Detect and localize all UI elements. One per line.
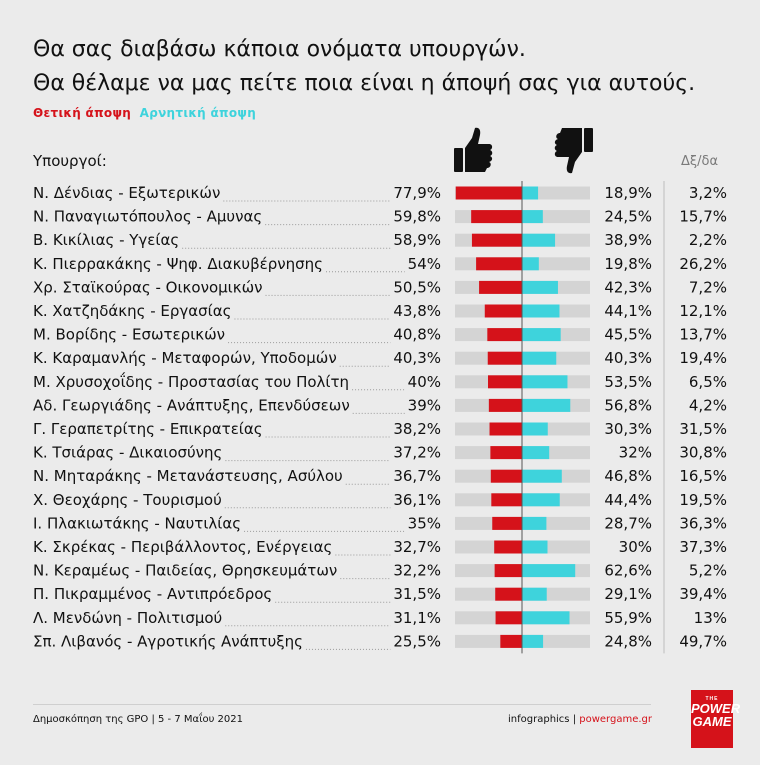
positive-value-label: 36,1%	[393, 490, 441, 509]
positive-value-label: 40,8%	[393, 325, 441, 344]
row-ministry: Ναυτιλίας	[164, 514, 242, 533]
row-ministry: Εργασίας	[160, 302, 232, 320]
dk-value-label: 26,2%	[679, 254, 727, 273]
row-ministry: Ψηφ. Διακυβέρνησης	[166, 254, 323, 273]
row-label	[33, 208, 262, 226]
row-name: Αδ. Γεωργιάδης -	[33, 396, 167, 415]
row-name: Σπ. Λιβανός -	[33, 632, 138, 651]
positive-bar	[491, 470, 522, 483]
powergame-logo	[691, 690, 741, 748]
negative-bar	[522, 234, 555, 247]
row-label	[33, 184, 220, 202]
positive-value-label: 32,7%	[393, 538, 441, 556]
dk-value-label: 30,8%	[679, 443, 727, 462]
row-ministry: Αντιπρόεδρος	[166, 585, 273, 604]
row-ministry: Μεταφορών, Υποδομών	[161, 349, 337, 368]
negative-bar	[522, 423, 548, 436]
negative-value-label: 53,5%	[604, 372, 652, 391]
row-ministry: Εσωτερικών	[131, 325, 226, 344]
row-name: Κ. Τσιάρας -	[33, 443, 130, 462]
positive-bar	[472, 234, 522, 247]
footer-credit-prefix: infographics |	[508, 714, 580, 725]
row-ministry: Αγροτικής Ανάπτυξης	[137, 632, 303, 651]
dk-value-label: 16,5%	[679, 467, 727, 486]
negative-value-label: 28,7%	[604, 514, 652, 533]
negative-bar	[522, 541, 548, 554]
negative-value-label: 44,4%	[604, 490, 652, 509]
negative-value-label: 32%	[618, 443, 652, 462]
chart-title-line-1: Θα σας διαβάσω κάποια ονόματα υπουργών.	[33, 37, 526, 62]
positive-value-label: 43,8%	[393, 302, 441, 320]
dk-value-label: 13%	[693, 608, 727, 627]
positive-value-label: 40,3%	[393, 349, 441, 368]
negative-value-label: 42,3%	[604, 278, 652, 297]
negative-bar	[522, 187, 538, 200]
row-ministry: Πολιτισμού	[136, 608, 223, 627]
negative-bar	[522, 564, 575, 577]
positive-value-label: 36,7%	[393, 467, 441, 486]
dk-value-label: 5,2%	[688, 561, 727, 580]
positive-bar	[471, 210, 522, 223]
row-label	[33, 349, 337, 367]
positive-value-label: 54%	[407, 254, 441, 273]
positive-bar	[456, 187, 522, 200]
ministers-header: Υπουργοί:	[33, 152, 107, 170]
negative-value-label: 30%	[618, 538, 652, 556]
positive-bar	[487, 328, 522, 341]
negative-value-label: 38,9%	[604, 231, 652, 250]
negative-value-label: 46,8%	[604, 467, 652, 486]
negative-bar	[522, 375, 567, 388]
positive-value-label: 39%	[407, 396, 441, 415]
row-label	[33, 255, 323, 273]
row-ministry: Δικαιοσύνης	[129, 443, 223, 462]
row-name: Π. Πικραμμένος -	[33, 585, 167, 604]
row-name: Ν. Κεραμέως -	[33, 561, 146, 580]
positive-value-label: 40%	[407, 372, 441, 391]
positive-bar	[476, 257, 522, 270]
positive-bar	[490, 446, 522, 459]
row-name: Λ. Μενδώνη -	[33, 608, 137, 627]
negative-value-label: 30,3%	[604, 420, 652, 438]
positive-value-label: 35%	[407, 514, 441, 533]
positive-bar	[495, 588, 522, 601]
row-name: Γ. Γεραπετρίτης -	[33, 420, 170, 438]
row-label	[33, 326, 225, 344]
negative-bar	[522, 446, 549, 459]
positive-value-label: 50,5%	[393, 278, 441, 297]
negative-value-label: 18,9%	[604, 184, 652, 202]
positive-bar	[491, 493, 522, 506]
dk-value-label: 2,2%	[688, 231, 727, 250]
positive-value-label: 37,2%	[393, 443, 441, 462]
row-label	[33, 420, 263, 438]
logo-line-2: POWER	[691, 701, 741, 716]
row-name: Ι. Πλακιωτάκης -	[33, 514, 165, 533]
row-label	[33, 491, 222, 509]
negative-bar	[522, 399, 570, 412]
negative-bar	[522, 210, 543, 223]
negative-value-label: 24,5%	[604, 207, 652, 226]
row-ministry: Επικρατείας	[169, 420, 263, 438]
legend-negative: Αρνητική άποψη	[139, 106, 257, 120]
negative-bar	[522, 470, 562, 483]
row-label	[33, 396, 350, 414]
row-name: Ν. Μηταράκης -	[33, 467, 157, 486]
row-label	[33, 514, 241, 532]
row-label	[33, 538, 332, 556]
positive-bar	[494, 541, 522, 554]
negative-value-label: 19,8%	[604, 254, 652, 273]
dk-value-label: 3,2%	[688, 184, 727, 202]
row-ministry: Περιβάλλοντος, Ενέργειας	[130, 538, 333, 556]
row-label	[33, 467, 343, 485]
dk-value-label: 49,7%	[679, 632, 727, 651]
positive-bar	[500, 635, 522, 648]
positive-bar	[488, 375, 522, 388]
row-ministry: Ανάπτυξης, Επενδύσεων	[166, 396, 350, 415]
positive-bar	[492, 517, 522, 530]
dk-value-label: 36,3%	[679, 514, 727, 533]
footer-source: Δημοσκόπηση της GPO | 5 - 7 Μαΐου 2021	[33, 714, 244, 725]
positive-value-label: 38,2%	[393, 420, 441, 438]
positive-value-label: 58,9%	[393, 231, 441, 250]
negative-value-label: 40,3%	[604, 349, 652, 368]
positive-bar	[488, 352, 522, 365]
negative-value-label: 56,8%	[604, 396, 652, 415]
dk-value-label: 39,4%	[679, 585, 727, 604]
logo-line-3: GAME	[692, 714, 732, 729]
negative-bar	[522, 493, 560, 506]
dk-value-label: 19,5%	[679, 490, 727, 509]
row-name: Χ. Θεοχάρης -	[33, 490, 144, 509]
dk-value-label: 37,3%	[679, 538, 727, 556]
dk-value-label: 31,5%	[679, 420, 727, 438]
dk-value-label: 12,1%	[679, 302, 727, 320]
negative-bar	[522, 352, 556, 365]
row-label	[33, 302, 231, 320]
positive-bar	[496, 611, 522, 624]
negative-bar	[522, 588, 547, 601]
positive-bar	[485, 305, 522, 318]
positive-bar	[495, 564, 522, 577]
row-label	[33, 562, 337, 580]
dk-value-label: 19,4%	[679, 349, 727, 368]
dk-value-label: 7,2%	[688, 278, 727, 297]
row-ministry: Μετανάστευσης, Ασύλου	[156, 467, 343, 486]
dk-value-label: 13,7%	[679, 325, 727, 344]
row-label	[33, 278, 263, 296]
positive-value-label: 31,1%	[393, 608, 441, 627]
row-label	[33, 231, 179, 249]
row-name: Ν. Παναγιωτόπουλος -	[33, 207, 207, 226]
row-ministry: Τουρισμού	[143, 490, 222, 509]
row-name: Β. Κικίλιας -	[33, 231, 130, 250]
chart-title-line-2: Θα θέλαμε να μας πείτε ποια είναι η άποψή σας για αυτούς.	[33, 71, 696, 96]
positive-bar	[490, 423, 522, 436]
dk-value-label: 15,7%	[679, 207, 727, 226]
negative-value-label: 24,8%	[604, 632, 652, 651]
row-label	[33, 632, 303, 650]
logo-line-1: THE	[705, 696, 719, 702]
positive-value-label: 31,5%	[393, 585, 441, 604]
row-name: Κ. Σκρέκας -	[33, 538, 131, 556]
negative-bar	[522, 305, 559, 318]
row-name: Μ. Χρυσοχοΐδης -	[33, 372, 168, 391]
positive-value-label: 32,2%	[393, 561, 441, 580]
dk-value-label: 6,5%	[688, 372, 727, 391]
positive-bar	[489, 399, 522, 412]
footer-credit	[508, 714, 652, 725]
row-name: Κ. Πιερρακάκης -	[33, 254, 167, 273]
negative-value-label: 29,1%	[604, 585, 652, 604]
legend-positive: Θετική άποψη	[33, 106, 132, 120]
row-ministry: Παιδείας, Θρησκευμάτων	[145, 561, 338, 580]
row-name: Χρ. Σταϊκούρας -	[33, 278, 166, 297]
positive-value-label: 77,9%	[393, 184, 441, 202]
negative-value-label: 44,1%	[604, 302, 652, 320]
row-ministry: Υγείας	[129, 231, 180, 250]
row-name: Κ. Καραμανλής -	[33, 349, 162, 368]
negative-value-label: 55,9%	[604, 608, 652, 627]
positive-value-label: 59,8%	[393, 207, 441, 226]
row-ministry: Οικονομικών	[165, 278, 263, 297]
negative-bar	[522, 281, 558, 294]
dont-know-header: Δξ/δα	[681, 154, 719, 169]
negative-bar	[522, 257, 539, 270]
row-label	[33, 585, 272, 603]
negative-bar	[522, 635, 543, 648]
row-label	[33, 371, 349, 391]
footer-credit-brand: powergame.gr	[579, 714, 652, 725]
row-name: Κ. Χατζηδάκης -	[33, 302, 161, 320]
footer-divider	[33, 704, 651, 705]
negative-value-label: 45,5%	[604, 325, 652, 344]
positive-bar	[479, 281, 522, 294]
row-ministry: Προστασίας του Πολίτη	[168, 372, 350, 391]
row-label	[33, 444, 222, 462]
row-name: Μ. Βορίδης -	[33, 325, 132, 344]
row-ministry: Εξωτερικών	[128, 184, 221, 202]
positive-value-label: 25,5%	[393, 632, 441, 651]
row-name: Ν. Δένδιας -	[33, 184, 129, 202]
negative-value-label: 62,6%	[604, 561, 652, 580]
negative-bar	[522, 517, 546, 530]
row-ministry: Αμυνας	[206, 207, 263, 226]
negative-bar	[522, 328, 561, 341]
row-label	[33, 609, 222, 627]
negative-bar	[522, 611, 570, 624]
dk-value-label: 4,2%	[688, 396, 727, 415]
